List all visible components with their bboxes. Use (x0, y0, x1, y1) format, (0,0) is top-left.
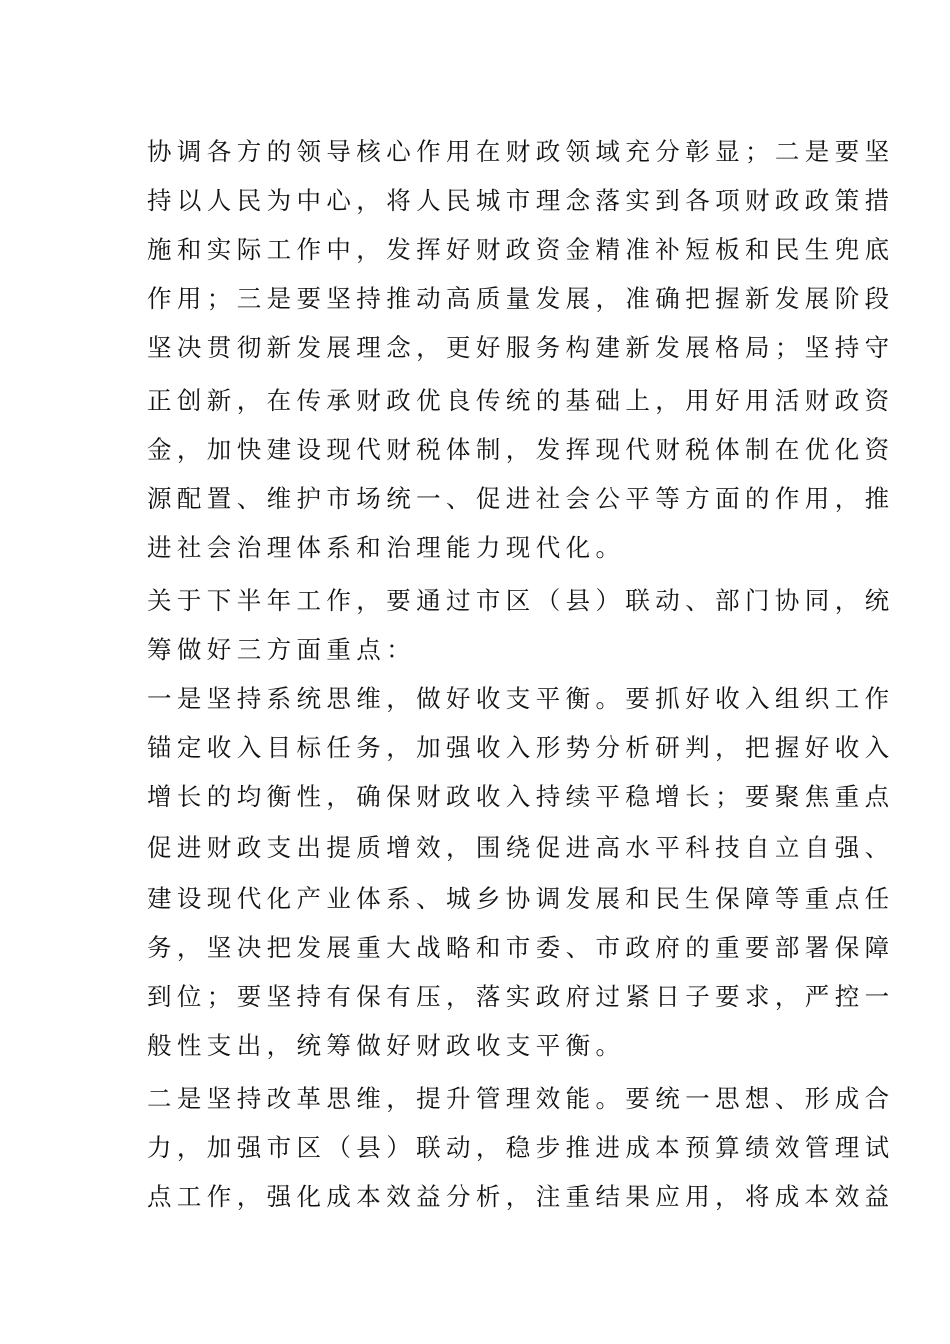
text-line: 促进财政支出提质增效，围绕促进高水平科技自立自强、 (147, 833, 895, 862)
text-line: 锚定收入目标任务，加强收入形势分析研判，把握好收入 (147, 733, 895, 762)
text-line: 协调各方的领导核心作用在财政领域充分彰显；二是要坚 (147, 137, 895, 166)
text-line: 到位；要坚持有保有压，落实政府过紧日子要求，严控一 (147, 982, 895, 1011)
text-line: 一是坚持系统思维，做好收支平衡。要抓好收入组织工作 (147, 684, 895, 713)
text-line: 般性支出，统筹做好财政收支平衡。 (147, 1031, 626, 1060)
text-line: 施和实际工作中，发挥好财政资金精准补短板和民生兜底 (147, 235, 895, 264)
text-line: 持以人民为中心，将人民城市理念落实到各项财政政策措 (147, 186, 895, 215)
text-line: 作用；三是要坚持推动高质量发展，准确把握新发展阶段 (147, 284, 895, 313)
text-line: 增长的均衡性，确保财政收入持续平稳增长；要聚焦重点 (147, 782, 895, 811)
text-line: 坚决贯彻新发展理念，更好服务构建新发展格局；坚持守 (147, 333, 895, 362)
text-line: 进社会治理体系和治理能力现代化。 (147, 533, 626, 562)
text-line: 源配置、维护市场统一、促进社会公平等方面的作用，推 (147, 484, 895, 513)
text-line: 金，加快建设现代财税体制，发挥现代财税体制在优化资 (147, 435, 895, 464)
text-line: 建设现代化产业体系、城乡协调发展和民生保障等重点任 (147, 884, 895, 913)
text-line: 点工作，强化成本效益分析，注重结果应用，将成本效益 (147, 1182, 895, 1211)
text-line: 力，加强市区（县）联动，稳步推进成本预算绩效管理试 (147, 1133, 895, 1162)
text-line: 二是坚持改革思维，提升管理效能。要统一思想、形成合 (147, 1084, 895, 1113)
text-line: 正创新，在传承财政优良传统的基础上，用好用活财政资 (147, 386, 895, 415)
text-line: 务，坚决把发展重大战略和市委、市政府的重要部署保障 (147, 933, 895, 962)
text-line: 关于下半年工作，要通过市区（县）联动、部门协同，统 (147, 586, 895, 615)
text-line: 筹做好三方面重点： (147, 635, 417, 664)
